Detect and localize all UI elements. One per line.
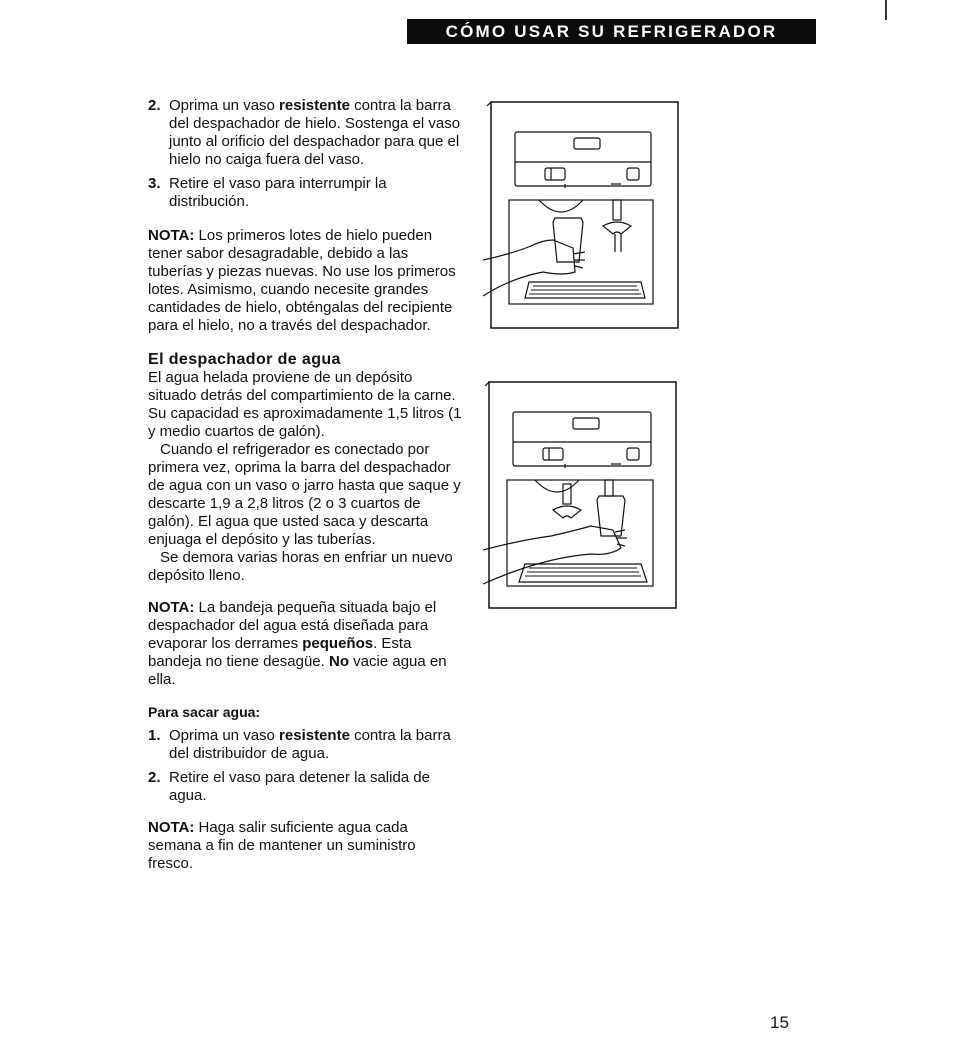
step-number: 3. xyxy=(148,175,161,192)
ice-step-2: 2. Oprima un vaso resistente contra la barra del despachador de hielo. Sostenga el vaso junto al orificio del despachador para que el hielo no caiga fuera del vaso. xyxy=(148,97,461,168)
step-number: 2. xyxy=(148,97,161,114)
water-note-tray: NOTA: La bandeja pequeña situada bajo el despachador del agua está diseñada para evaporar los derrames pequeños. Esta bandeja no tiene desagüe. No vacie agua en ella. xyxy=(148,599,447,688)
main-text-column xyxy=(148,97,463,873)
water-dispenser-illustration xyxy=(481,380,681,612)
page-number: 15 xyxy=(770,1013,789,1032)
water-step-1: 1. Oprima un vaso resistente contra la barra del distribuidor de agua. xyxy=(148,727,451,762)
water-note-fresh: NOTA: Haga salir suficiente agua cada semana a fin de mantener un suministro fresco. xyxy=(148,819,416,872)
water-paragraph-2: Cuando el refrigerador es conectado por primera vez, oprima la barra del despachador de agua con un vaso o jarro hasta que saque y descarte 1,9 a 2,8 litros (2 o 3 cuartos de galón). El agua que usted saca y descarta enjuaga el depósito y las tuberías. xyxy=(148,441,461,548)
margin-mark xyxy=(885,0,887,20)
ice-note: NOTA: Los primeros lotes de hielo pueden tener sabor desagradable, debido a las tuberías y piezas nuevas. No use los primeros lotes. Asimismo, cuando necesite grandes cantidades de hielo, obténgalas del recipiente para el hielo, no a través del despachador. xyxy=(148,227,456,334)
water-dispenser-heading: El despachador de agua xyxy=(148,351,341,368)
water-paragraph-3: Se demora varias horas en enfriar un nuevo depósito lleno. xyxy=(148,549,453,584)
get-water-subheading: Para sacar agua: xyxy=(148,704,261,720)
water-step-2: 2. Retire el vaso para detener la salida de agua. xyxy=(148,769,430,804)
section-header: CÓMO USAR SU REFRIGERADOR xyxy=(407,19,816,44)
ice-dispenser-illustration xyxy=(481,100,681,332)
water-paragraph-1: El agua helada proviene de un depósito situado detrás del compartimiento de la carne. Su capacidad es aproximadamente 1,5 litros (1 y medio cuartos de galón). xyxy=(148,369,462,440)
ice-step-3: 3. Retire el vaso para interrumpir la distribución. xyxy=(148,175,387,210)
note-label: NOTA: xyxy=(148,227,195,244)
